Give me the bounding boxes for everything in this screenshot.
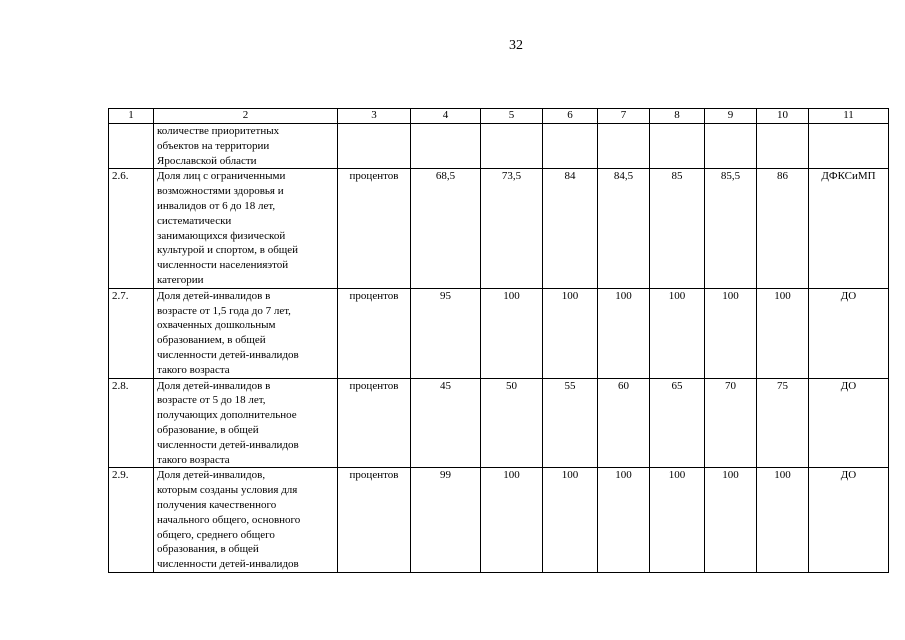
responsible-cell: ДО <box>809 288 889 378</box>
value-cell: 100 <box>705 288 757 378</box>
row-number: 2.6. <box>109 169 154 288</box>
header-row <box>109 109 889 124</box>
row-number: 2.7. <box>109 288 154 378</box>
column-header: 1 <box>109 109 154 124</box>
value-cell <box>650 124 705 169</box>
table-row <box>109 468 889 573</box>
indicator-name: Доля детей-инвалидов в возрасте от 1,5 года до 7 лет, охваченных дошкольным образованием, в общей численности детей-инвалидов такого возраста <box>154 288 338 378</box>
value-cell: 60 <box>598 378 650 468</box>
value-cell: 100 <box>481 468 543 573</box>
unit-cell: процентов <box>338 468 411 573</box>
responsible-cell <box>809 124 889 169</box>
value-cell: 100 <box>757 288 809 378</box>
indicators-table <box>108 108 889 573</box>
value-cell: 70 <box>705 378 757 468</box>
indicator-name: Доля лиц с ограниченными возможностями здоровья и инвалидов от 6 до 18 лет, систематически занимающихся физической культурой и спортом, в общей численности населенияэтой категории <box>154 169 338 288</box>
value-cell: 100 <box>598 288 650 378</box>
value-cell: 45 <box>411 378 481 468</box>
responsible-cell: ДФКСиМП <box>809 169 889 288</box>
column-header: 9 <box>705 109 757 124</box>
responsible-cell: ДО <box>809 378 889 468</box>
value-cell: 55 <box>543 378 598 468</box>
value-cell: 73,5 <box>481 169 543 288</box>
value-cell <box>598 124 650 169</box>
column-header: 4 <box>411 109 481 124</box>
value-cell <box>705 124 757 169</box>
value-cell: 100 <box>598 468 650 573</box>
column-header: 3 <box>338 109 411 124</box>
column-header: 5 <box>481 109 543 124</box>
table-row <box>109 124 889 169</box>
column-header: 6 <box>543 109 598 124</box>
table-row <box>109 169 889 288</box>
value-cell <box>411 124 481 169</box>
responsible-cell: ДО <box>809 468 889 573</box>
table-row <box>109 288 889 378</box>
unit-cell <box>338 124 411 169</box>
value-cell: 84,5 <box>598 169 650 288</box>
indicator-name: Доля детей-инвалидов, которым созданы условия для получения качественного начального общего, основного общего, среднего общего образования, в общей численности детей-инвалидов <box>154 468 338 573</box>
value-cell: 84 <box>543 169 598 288</box>
column-header: 10 <box>757 109 809 124</box>
value-cell: 99 <box>411 468 481 573</box>
value-cell: 85,5 <box>705 169 757 288</box>
table-row <box>109 378 889 468</box>
value-cell: 86 <box>757 169 809 288</box>
value-cell: 100 <box>757 468 809 573</box>
value-cell <box>543 124 598 169</box>
value-cell: 85 <box>650 169 705 288</box>
column-header: 11 <box>809 109 889 124</box>
unit-cell: процентов <box>338 169 411 288</box>
page-number: 32 <box>509 38 523 53</box>
value-cell: 100 <box>481 288 543 378</box>
value-cell: 65 <box>650 378 705 468</box>
row-number: 2.9. <box>109 468 154 573</box>
value-cell: 68,5 <box>411 169 481 288</box>
row-number <box>109 124 154 169</box>
value-cell: 75 <box>757 378 809 468</box>
value-cell: 95 <box>411 288 481 378</box>
column-header: 7 <box>598 109 650 124</box>
value-cell: 100 <box>650 288 705 378</box>
value-cell: 100 <box>650 468 705 573</box>
column-header: 8 <box>650 109 705 124</box>
indicator-name: количестве приоритетных объектов на территории Ярославской области <box>154 124 338 169</box>
value-cell: 50 <box>481 378 543 468</box>
row-number: 2.8. <box>109 378 154 468</box>
column-header: 2 <box>154 109 338 124</box>
value-cell <box>481 124 543 169</box>
value-cell: 100 <box>543 468 598 573</box>
value-cell: 100 <box>543 288 598 378</box>
unit-cell: процентов <box>338 288 411 378</box>
unit-cell: процентов <box>338 378 411 468</box>
value-cell <box>757 124 809 169</box>
value-cell: 100 <box>705 468 757 573</box>
indicator-name: Доля детей-инвалидов в возрасте от 5 до 18 лет, получающих дополнительное образование, в общей численности детей-инвалидов такого возраста <box>154 378 338 468</box>
